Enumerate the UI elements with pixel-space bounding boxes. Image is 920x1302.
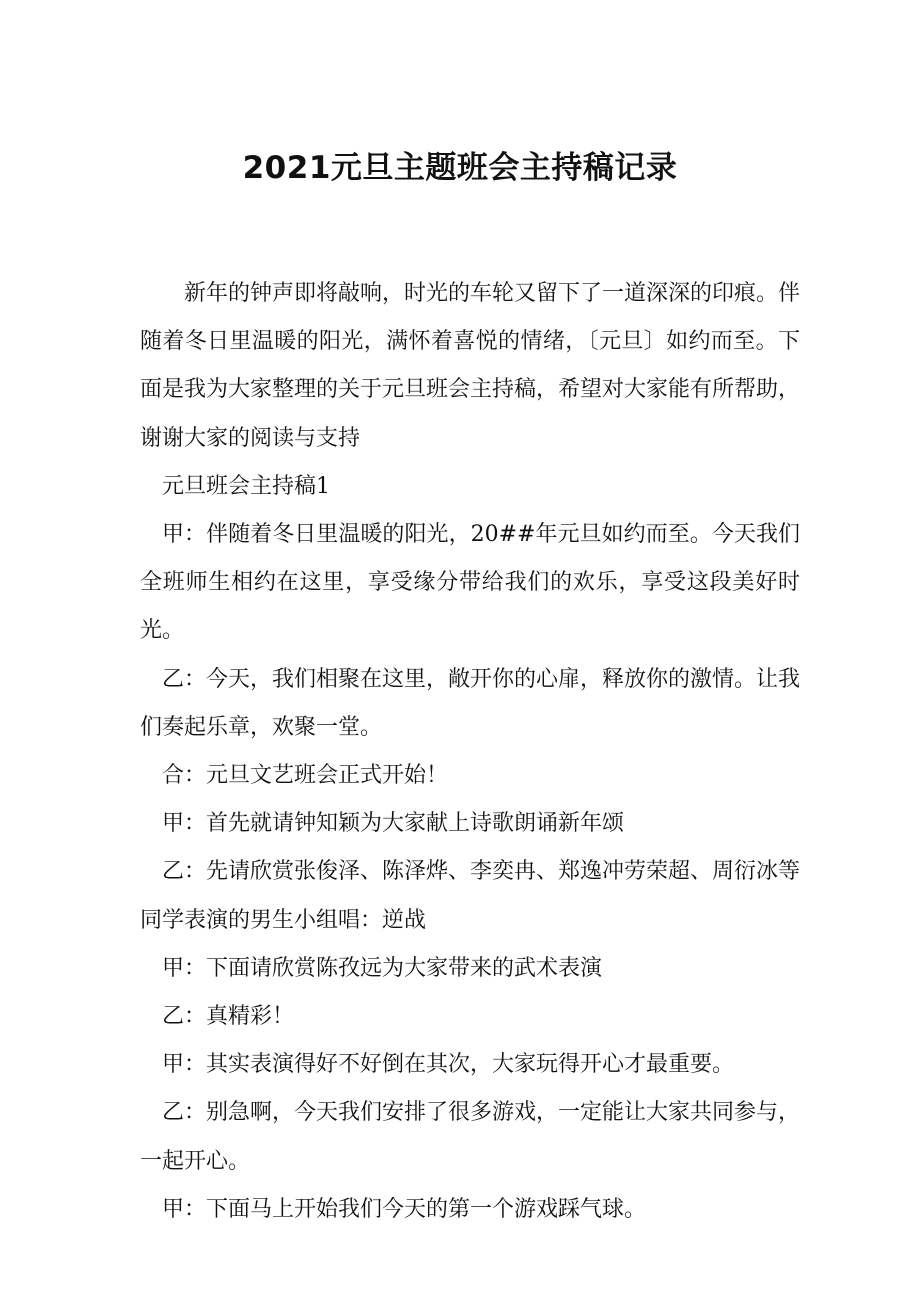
dialogue-paragraph: 甲：伴随着冬日里温暖的阳光，20##年元旦如约而至。今天我们全班师生相约在这里，享受缘分带给我们的欢乐，享受这段美好时光。	[140, 522, 800, 644]
document-title: 2021元旦主题班会主持稿记录	[242, 150, 678, 186]
dialogue-paragraph: 甲：其实表演得好不好倒在其次，大家玩得开心才最重要。	[162, 1052, 735, 1078]
section-heading: 元旦班会主持稿1	[162, 473, 330, 499]
document-body	[140, 270, 800, 1234]
dialogue-paragraph: 甲：下面请欣赏陈孜远为大家带来的武术表演	[162, 955, 603, 981]
dialogue-paragraph: 乙：别急啊，今天我们安排了很多游戏，一定能让大家共同参与，一起开心。	[140, 1100, 801, 1174]
dialogue-paragraph: 甲：首先就请钟知颖为大家献上诗歌朗诵新年颂	[162, 811, 625, 837]
dialogue-paragraph: 乙：真精彩！	[162, 1004, 295, 1030]
intro-paragraph: 新年的钟声即将敲响，时光的车轮又留下了一道深深的印痕。伴随着冬日里温暖的阳光，满怀着喜悦的情绪，〔元旦〕如约而至。下面是我为大家整理的关于元旦班会主持稿，希望对大家能有所帮助，谢谢大家的阅读与支持	[140, 281, 801, 451]
dialogue-paragraph: 乙：先请欣赏张俊泽、陈泽烨、李奕冉、郑逸冲劳荣超、周衍冰等同学表演的男生小组唱：逆战	[140, 859, 801, 933]
dialogue-paragraph: 甲：下面马上开始我们今天的第一个游戏踩气球。	[162, 1196, 647, 1222]
dialogue-paragraph: 合：元旦文艺班会正式开始！	[162, 763, 449, 789]
dialogue-paragraph: 乙：今天，我们相聚在这里，敞开你的心扉，释放你的激情。让我们奏起乐章，欢聚一堂。	[140, 666, 801, 740]
